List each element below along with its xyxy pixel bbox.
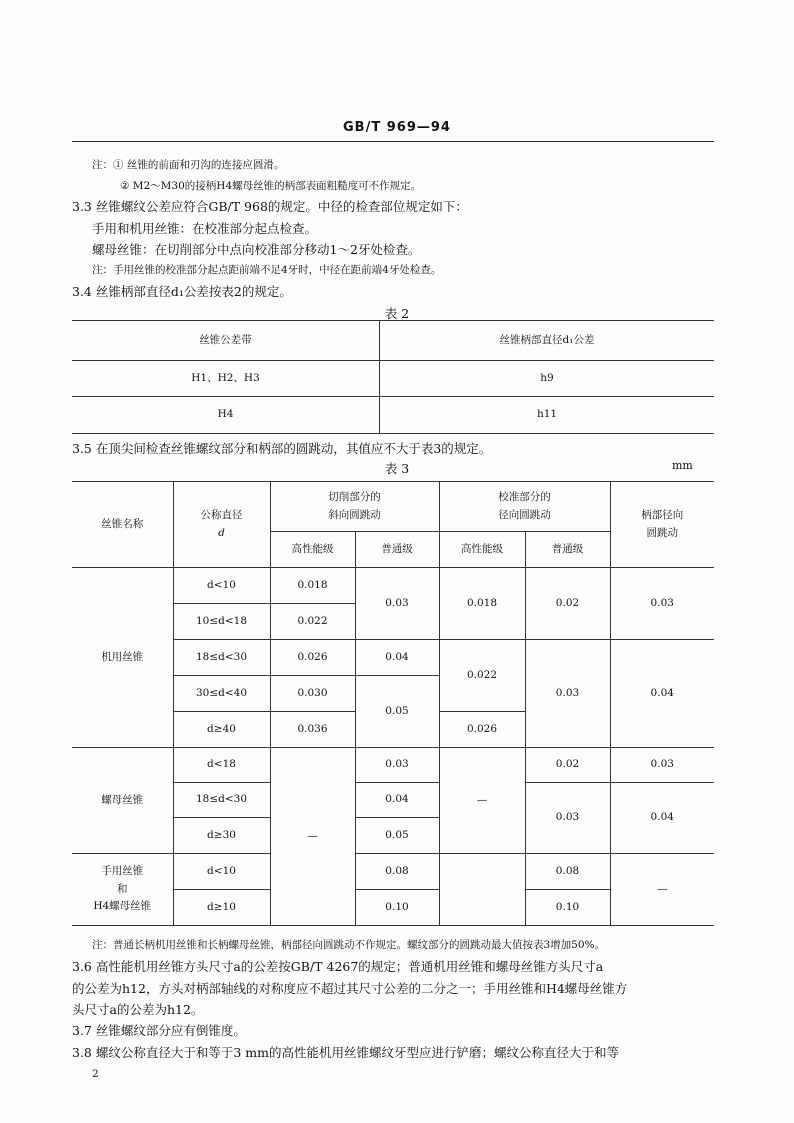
table-3-note: 注：普通长柄机用丝锥和长柄螺母丝锥，柄部径向圆跳动不作规定。螺纹部分的圆跳动最大值按表3增加50%。 — [92, 939, 606, 951]
t3-dash: — — [610, 854, 714, 926]
t3-value: 0.08 — [355, 854, 439, 890]
t3-value: 0.05 — [355, 818, 439, 854]
section-3-7: 3.7 丝锥螺纹部分应有倒锥度。 — [72, 1023, 246, 1038]
table-3 — [72, 481, 714, 926]
t3-group-hand: 手用丝锥 和 H4螺母丝锥 — [72, 854, 173, 926]
t3-diameter: d≥30 — [173, 818, 270, 854]
t3-value: 0.03 — [610, 748, 714, 783]
t2-cell: h9 — [380, 361, 715, 397]
t3-head-cutting: 切削部分的 斜向圆跳动 — [270, 482, 439, 532]
t3-dash-empty — [439, 854, 525, 926]
t3-diameter: 30≤d<40 — [173, 676, 270, 712]
t3-head-name: 丝锥名称 — [72, 482, 173, 568]
t2-head-band: 丝锥公差带 — [72, 321, 380, 361]
t3-value: 0.04 — [355, 783, 439, 818]
t3-value: 0.030 — [270, 676, 355, 712]
t3-value: 0.022 — [439, 640, 525, 712]
section-3-3-line2: 手用和机用丝锥：在校准部分起点检查。 — [92, 221, 318, 236]
table-3-unit: mm — [672, 459, 693, 472]
table-2-caption: 表 2 — [384, 306, 410, 321]
t3-value: 0.03 — [355, 568, 439, 640]
t3-value: 0.02 — [525, 748, 610, 783]
table-3-caption: 表 3 — [384, 461, 410, 476]
section-3-8: 3.8 螺纹公称直径大于和等于3 mm的高性能机用丝锥螺纹牙型应进行铲磨；螺纹公称直径大于和等 — [72, 1045, 619, 1060]
t3-value: 0.03 — [355, 748, 439, 783]
section-3-5: 3.5 在顶尖间检查丝锥螺纹部分和柄部的圆跳动，其值应不大于表3的规定。 — [72, 441, 492, 456]
t3-value: 0.04 — [355, 640, 439, 676]
t3-diameter: d<10 — [173, 568, 270, 604]
t3-value: 0.026 — [270, 640, 355, 676]
t3-diameter: d<10 — [173, 854, 270, 890]
table-2 — [72, 320, 714, 434]
t3-value: 0.036 — [270, 712, 355, 748]
t3-head-calibrating: 校准部分的 径向圆跳动 — [439, 482, 610, 532]
t3-diameter: 18≤d<30 — [173, 783, 270, 818]
t3-value: 0.10 — [355, 890, 439, 926]
page-number: 2 — [92, 1068, 99, 1080]
t3-value: 0.018 — [270, 568, 355, 604]
t2-cell: h11 — [380, 397, 715, 434]
t3-value: 0.022 — [270, 604, 355, 640]
t3-head-shank: 柄部径向 圆跳动 — [610, 482, 714, 568]
t3-value: 0.08 — [525, 854, 610, 890]
t3-head-high: 高性能级 — [439, 532, 525, 568]
t3-value: 0.02 — [525, 568, 610, 640]
section-3-6: 3.6 高性能机用丝锥方头尺寸a的公差按GB/T 4267的规定；普通机用丝锥和螺母丝锥方头尺寸a — [72, 959, 604, 974]
t3-value: 0.026 — [439, 712, 525, 748]
section-3-3-line3: 螺母丝锥：在切削部分中点向校准部分移动1～2牙处检查。 — [92, 242, 421, 257]
t3-head-normal: 普通级 — [525, 532, 610, 568]
section-3-6-line3: 头尺寸a的公差为h12。 — [72, 1002, 204, 1017]
t3-diameter: 18≤d<30 — [173, 640, 270, 676]
t3-group-nut: 螺母丝锥 — [72, 748, 173, 854]
t3-diameter: d<18 — [173, 748, 270, 783]
t3-diameter: d≥10 — [173, 890, 270, 926]
note-1b: ② M2～M30的接柄H4螺母丝锥的柄部表面粗糙度可不作规定。 — [120, 180, 422, 192]
t3-value: 0.03 — [610, 568, 714, 640]
t3-dash: — — [439, 748, 525, 854]
t3-value: 0.04 — [610, 640, 714, 748]
t3-value: 0.04 — [610, 783, 714, 854]
t3-head-high: 高性能级 — [270, 532, 355, 568]
t3-group-machine: 机用丝锥 — [72, 568, 173, 748]
t2-cell: H4 — [72, 397, 380, 434]
t3-value: 0.10 — [525, 890, 610, 926]
note-1a: 注：① 丝锥的前面和刃沟的连接应圆滑。 — [92, 159, 285, 171]
section-3-3: 3.3 丝锥螺纹公差应符合GB/T 968的规定。中径的检查部位规定如下： — [72, 199, 468, 214]
section-3-4: 3.4 丝锥柄部直径d₁公差按表2的规定。 — [72, 284, 292, 299]
t3-value: 0.018 — [439, 568, 525, 640]
t3-head-diameter: 公称直径 d — [173, 482, 270, 568]
t3-value: 0.03 — [525, 783, 610, 854]
t2-cell: H1、H2、H3 — [72, 361, 380, 397]
section-3-6-line2: 的公差为h12，方头对柄部轴线的对称度应不超过其尺寸公差的二分之一；手用丝锥和H4螺母丝锥方 — [72, 981, 628, 996]
t3-dash: — — [270, 748, 355, 926]
t3-diameter: 10≤d<18 — [173, 604, 270, 640]
t3-diameter: d≥40 — [173, 712, 270, 748]
section-3-3-note: 注：手用丝锥的校准部分起点距前端不足4牙时，中径在距前端4牙处检查。 — [92, 264, 442, 276]
t2-head-tolerance: 丝锥柄部直径d₁公差 — [380, 321, 715, 361]
t3-value: 0.05 — [355, 676, 439, 748]
t3-value: 0.03 — [525, 640, 610, 748]
page-header: GB/T 969—94 — [343, 120, 451, 135]
header-rule — [72, 141, 714, 142]
t3-head-normal: 普通级 — [355, 532, 439, 568]
